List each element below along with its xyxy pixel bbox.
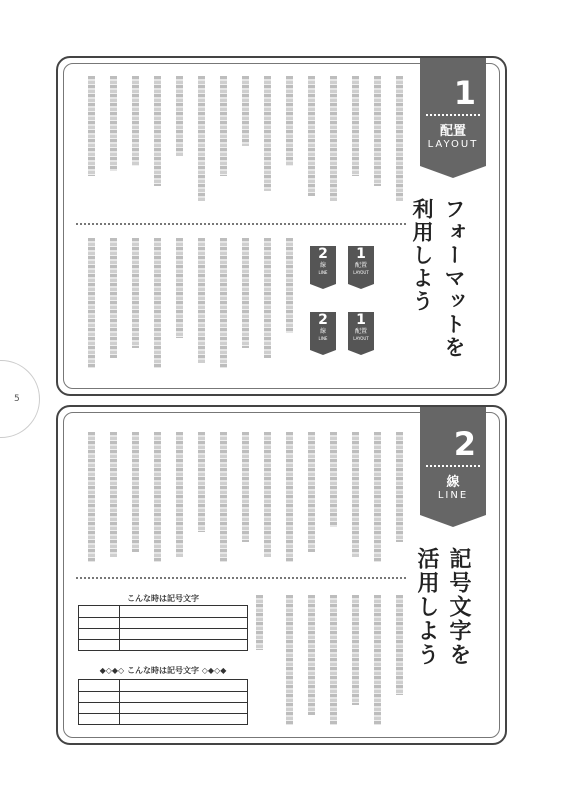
text-column (154, 432, 161, 562)
text-column (220, 432, 227, 562)
text-column (286, 76, 293, 166)
section-label-jp: 線 (446, 475, 460, 490)
page-number-circle (0, 360, 40, 438)
text-column (352, 76, 359, 176)
mini-badge-layout: 1 配置 LAYOUT (348, 312, 374, 350)
text-column (198, 432, 205, 532)
text-column (154, 76, 161, 186)
text-column (132, 432, 139, 552)
text-column (220, 238, 227, 368)
text-column (176, 238, 183, 338)
text-column (396, 432, 403, 542)
banner-dots (426, 465, 480, 467)
text-column (176, 76, 183, 156)
title-line-2: 活用しよう (414, 547, 439, 667)
text-column (264, 76, 271, 191)
text-column (176, 432, 183, 557)
text-column (88, 76, 95, 176)
sample-table (78, 679, 248, 725)
banner-dots (426, 114, 480, 116)
text-column (198, 238, 205, 363)
text-column (198, 76, 205, 201)
text-column (308, 595, 315, 715)
section-label-en: LAYOUT (427, 139, 479, 150)
section-divider (76, 577, 406, 579)
table-title: ◆◇◆◇ こんな時は記号文字 ◇◆◇◆ (99, 666, 227, 675)
sample-table (78, 605, 248, 651)
text-column (264, 432, 271, 557)
text-column (88, 432, 95, 562)
banner-tip (420, 166, 486, 178)
section-banner (420, 58, 486, 166)
text-column (88, 238, 95, 368)
title-line-1: 記号文字を (446, 547, 471, 667)
text-column (220, 76, 227, 176)
text-column (242, 238, 249, 348)
section-number: 1 (453, 74, 476, 112)
text-column (352, 432, 359, 557)
text-column (286, 238, 293, 333)
section-card-line (56, 405, 507, 745)
mini-badge-layout: 1 配置 LAYOUT (348, 246, 374, 284)
text-column (154, 238, 161, 368)
text-column (132, 76, 139, 166)
section-divider (76, 223, 406, 225)
table-title: こんな時は記号文字 (127, 594, 199, 603)
text-column (110, 432, 117, 557)
mini-badge-line: 2 線 LINE (310, 246, 336, 284)
text-column (308, 432, 315, 552)
title-line-1: フォーマットを (442, 198, 466, 359)
text-column (396, 595, 403, 695)
text-column (308, 76, 315, 196)
text-column (110, 238, 117, 358)
text-column (330, 76, 337, 201)
section-banner (420, 407, 486, 515)
text-column (256, 595, 263, 650)
text-column (264, 238, 271, 358)
section-label-jp: 配置 (439, 124, 466, 139)
section-card-layout (56, 56, 507, 396)
title-line-2: 利用しよう (410, 198, 434, 313)
text-column (242, 432, 249, 542)
text-column (352, 595, 359, 705)
text-column (396, 76, 403, 201)
text-column (132, 238, 139, 348)
text-column (330, 432, 337, 527)
banner-tip (420, 515, 486, 527)
section-label-en: LINE (437, 490, 469, 501)
section-title (406, 198, 470, 378)
text-column (110, 76, 117, 171)
section-number: 2 (453, 425, 476, 463)
text-column (242, 76, 249, 146)
text-column (374, 432, 381, 562)
text-column (330, 595, 337, 725)
text-column (374, 76, 381, 186)
text-column (286, 595, 293, 725)
section-title (410, 547, 474, 727)
page-number: 5 (14, 394, 20, 404)
text-column (286, 432, 293, 562)
mini-badge-line: 2 線 LINE (310, 312, 336, 350)
text-column (374, 595, 381, 725)
